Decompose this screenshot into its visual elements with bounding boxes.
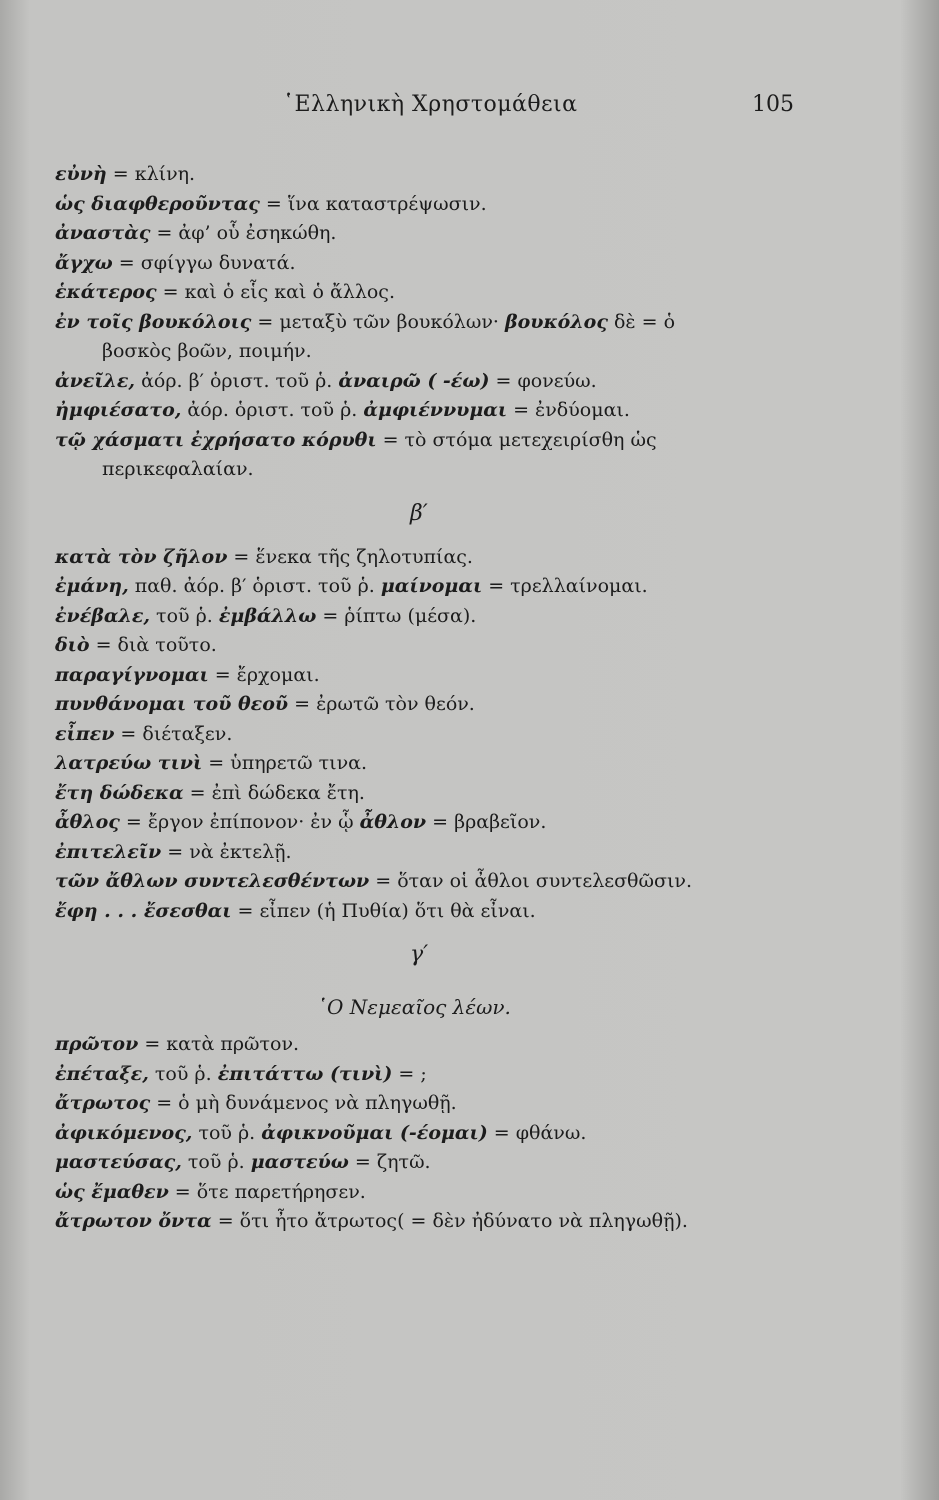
definition: = σφίγγω δυνατά. xyxy=(112,251,296,274)
definition: = τρελλαίνομαι. xyxy=(482,575,648,597)
headword: διὸ xyxy=(55,634,90,656)
headword: ἄτρωτος xyxy=(55,1092,151,1114)
headword: ἐπέταξε, xyxy=(55,1062,149,1085)
glossary-entry xyxy=(55,808,855,838)
headword: ἆθλον xyxy=(359,811,427,833)
definition: = εἶπεν (ἡ Πυθία) ὅτι θὰ εἶναι. xyxy=(231,899,536,922)
definition: = ἐπὶ δώδεκα ἔτη. xyxy=(183,781,365,804)
headword: ἀναστὰς xyxy=(55,222,151,244)
headword: ἀνεῖλε, xyxy=(55,369,136,392)
glossary-entry xyxy=(55,602,855,632)
definition: = ὅτι ἦτο ἄτρωτος( = δὲν ἠδύνατο νὰ πληγωθῇ). xyxy=(211,1210,688,1232)
headword: μαστεύσας, xyxy=(55,1151,182,1173)
definition: = ἵνα καταστρέψωσιν. xyxy=(259,192,487,215)
glossary-entry xyxy=(55,308,855,338)
definition: περικεφαλαίαν. xyxy=(102,458,254,480)
headword: ἐνέβαλε, xyxy=(55,604,151,627)
definition: ἀόρ. ὁριστ. τοῦ ῥ. xyxy=(181,399,364,421)
definition: = διέταξεν. xyxy=(114,722,233,745)
headword: ἄγχω xyxy=(55,251,113,274)
headword: ἔφη . . . ἔσεσθαι xyxy=(55,899,232,922)
section-alpha xyxy=(55,160,855,485)
glossary-entry xyxy=(55,867,855,897)
definition: = ; xyxy=(392,1062,427,1085)
headword: ἄτρωτον ὄντα xyxy=(55,1210,212,1232)
glossary-entry xyxy=(55,219,855,249)
definition: δὲ = ὁ xyxy=(607,310,676,333)
headword: ἔτη δώδεκα xyxy=(55,781,184,804)
definition: = ἕνεκα τῆς ζηλοτυπίας. xyxy=(227,545,473,568)
section-beta-heading: β′ xyxy=(410,500,428,526)
headword: βουκόλος xyxy=(504,310,608,333)
section-gamma-title: ῾Ο Νεμεαῖος λέων. xyxy=(317,995,511,1019)
definition: = κλίνη. xyxy=(106,163,196,185)
section-gamma xyxy=(55,1030,855,1237)
definition: = καὶ ὁ εἷς καὶ ὁ ἄλλος. xyxy=(156,281,395,303)
glossary-entry xyxy=(55,396,855,426)
headword: πυνθάνομαι τοῦ θεοῦ xyxy=(55,693,289,715)
definition: τοῦ ῥ. xyxy=(192,1121,262,1144)
definition: = μεταξὺ τῶν βουκόλων· xyxy=(251,310,505,333)
glossary-entry xyxy=(55,367,855,397)
headword: μαίνομαι xyxy=(380,575,483,597)
definition: = ἔρχομαι. xyxy=(208,663,320,686)
glossary-entry xyxy=(55,1089,855,1119)
glossary-entry xyxy=(55,1207,855,1237)
glossary-entry xyxy=(55,1060,855,1090)
glossary-entry xyxy=(55,661,855,691)
glossary-entry xyxy=(55,690,855,720)
headword: κατὰ τὸν ζῆλον xyxy=(55,545,228,568)
definition: = βραβεῖον. xyxy=(426,811,547,833)
headword: ἀμφιέννυμαι xyxy=(363,399,508,421)
glossary-entry xyxy=(55,897,855,927)
headword: τῷ χάσματι ἐχρήσατο κόρυθι xyxy=(55,428,377,451)
headword: ἑκάτερος xyxy=(55,281,157,303)
headword: παραγίγνομαι xyxy=(55,663,209,686)
glossary-entry xyxy=(55,160,855,190)
running-title: ῾Ελληνικὴ Χρηστομάθεια xyxy=(283,92,578,117)
definition: = ἐρωτῶ τὸν θεόν. xyxy=(288,693,475,715)
definition: = ὅταν οἱ ἆθλοι συντελεσθῶσιν. xyxy=(369,870,692,892)
headword: τῶν ἄθλων συντελεσθέντων xyxy=(55,870,370,892)
entry-continuation xyxy=(55,337,855,367)
glossary-entry xyxy=(55,1030,855,1060)
headword: ἀφικόμενος, xyxy=(55,1121,193,1144)
headword: ὡς διαφθεροῦντας xyxy=(55,192,260,215)
definition: ἀόρ. β′ ὁριστ. τοῦ ῥ. xyxy=(135,369,339,392)
headword: ἀναιρῶ ( -έω) xyxy=(338,369,490,392)
headword: λατρεύω τινὶ xyxy=(55,752,203,774)
entry-continuation xyxy=(55,455,855,485)
glossary-entry xyxy=(55,1178,855,1208)
headword: ὡς ἔμαθεν xyxy=(55,1180,169,1203)
definition: = ἔργον ἐπίπονον· ἐν ᾧ xyxy=(119,811,360,833)
glossary-content xyxy=(55,160,855,1237)
glossary-entry xyxy=(55,190,855,220)
definition: = ὅτε παρετήρησεν. xyxy=(168,1180,366,1203)
headword: ἐμάνη, xyxy=(55,575,129,597)
definition: = ἀφ’ οὗ ἐσηκώθη. xyxy=(150,222,337,244)
glossary-entry xyxy=(55,779,855,809)
headword: πρῶτον xyxy=(55,1033,139,1055)
definition: = ἐνδύομαι. xyxy=(507,399,630,421)
glossary-entry xyxy=(55,631,855,661)
headword: ἀφικνοῦμαι (-έομαι) xyxy=(261,1121,488,1144)
definition: = τὸ στόμα μετεχειρίσθη ὡς xyxy=(376,428,657,451)
glossary-entry xyxy=(55,1119,855,1149)
headword: εἶπεν xyxy=(55,722,115,745)
definition: βοσκὸς βοῶν, ποιμήν. xyxy=(102,340,312,362)
definition: = διὰ τοῦτο. xyxy=(89,634,217,656)
headword: ἐπιτάττω (τινὶ) xyxy=(217,1062,393,1085)
definition: τοῦ ῥ. xyxy=(181,1151,251,1173)
definition: = ὑπηρετῶ τινα. xyxy=(202,752,368,774)
definition: = ῥίπτω (μέσα). xyxy=(316,604,477,627)
definition: παθ. ἀόρ. β′ ὁριστ. τοῦ ῥ. xyxy=(128,575,381,597)
headword: μαστεύω xyxy=(250,1151,349,1173)
headword: εὐνὴ xyxy=(55,163,107,185)
definition: τοῦ ῥ. xyxy=(148,1062,218,1085)
page-number: 105 xyxy=(752,92,794,117)
page-header xyxy=(0,92,939,132)
glossary-entry xyxy=(55,249,855,279)
definition: = ὁ μὴ δυνάμενος νὰ πληγωθῇ. xyxy=(150,1092,457,1114)
definition: τοῦ ῥ. xyxy=(150,604,219,627)
definition: = κατὰ πρῶτον. xyxy=(138,1033,300,1055)
definition: = ζητῶ. xyxy=(348,1151,431,1173)
section-gamma-heading: γ′ xyxy=(410,942,429,967)
glossary-entry xyxy=(55,838,855,868)
glossary-entry xyxy=(55,749,855,779)
glossary-entry xyxy=(55,426,855,456)
headword: ἐν τοῖς βουκόλοις xyxy=(55,310,252,333)
headword: ἐμβάλλω xyxy=(218,604,317,627)
glossary-entry xyxy=(55,543,855,573)
section-beta xyxy=(55,543,855,927)
headword: ἆθλος xyxy=(55,811,120,833)
headword: ἠμφιέσατο, xyxy=(55,399,182,421)
glossary-entry xyxy=(55,720,855,750)
definition: = νὰ ἐκτελῇ. xyxy=(161,840,292,863)
definition: = φονεύω. xyxy=(489,369,597,392)
glossary-entry xyxy=(55,1148,855,1178)
glossary-entry xyxy=(55,278,855,308)
definition: = φθάνω. xyxy=(487,1121,587,1144)
headword: ἐπιτελεῖν xyxy=(55,840,162,863)
glossary-entry xyxy=(55,572,855,602)
